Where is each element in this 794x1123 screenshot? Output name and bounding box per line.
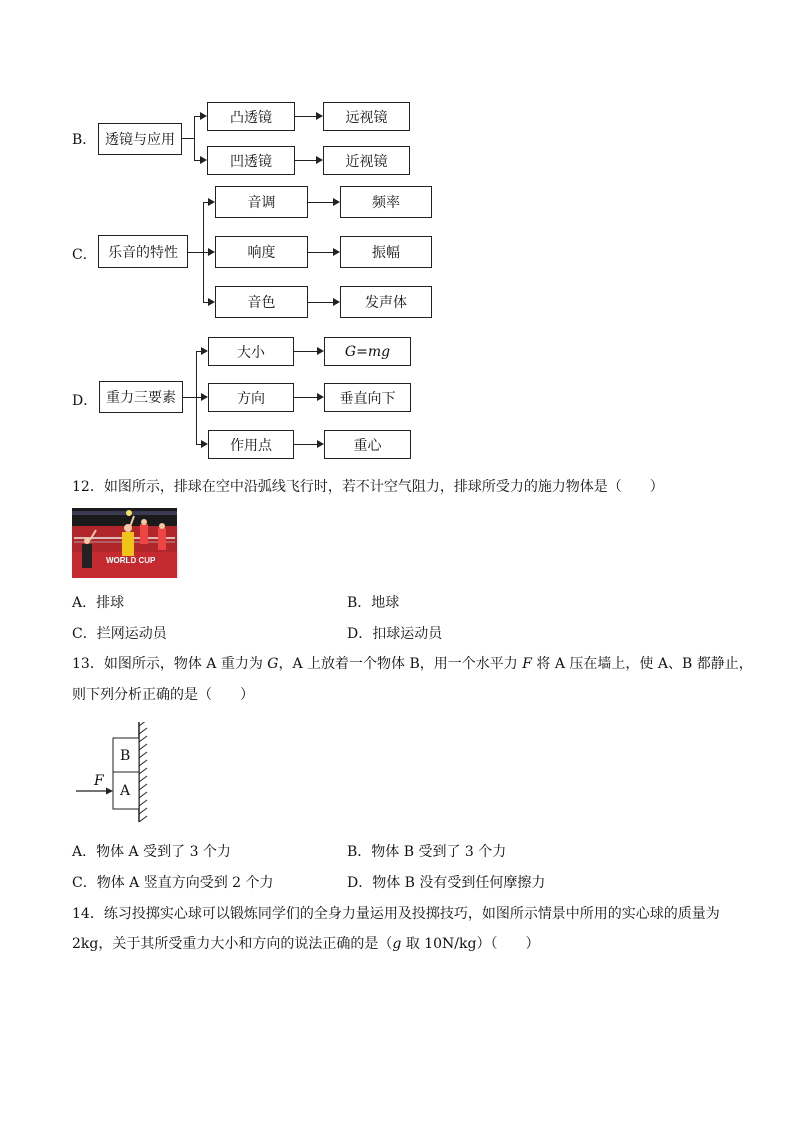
arrow-icon: [208, 298, 215, 306]
arrow-icon: [317, 393, 324, 401]
option-b-root-box: 透镜与应用: [98, 123, 182, 155]
arrow-icon: [317, 440, 324, 448]
connector: [188, 252, 203, 253]
arrow-icon: [201, 393, 208, 401]
force-label: F: [94, 773, 104, 789]
connector: [294, 351, 317, 352]
arrow-icon: [200, 112, 207, 120]
photo-banner-text: WORLD CUP: [106, 556, 156, 565]
option-d-item-box: 作用点: [208, 430, 294, 459]
connector: [194, 116, 195, 160]
option-c-item-box: 音调: [215, 186, 308, 218]
option-c-item-box: 响度: [215, 236, 308, 268]
connector: [308, 252, 333, 253]
volleyball-photo: [72, 508, 177, 578]
option-b-item-box: 凹透镜: [207, 146, 295, 175]
block-a-label: A: [120, 783, 131, 799]
question-13-line-1: 13．如图所示，物体 A 重力为 G，A 上放着一个物体 B，用一个水平力 F 将 A 压在墙上，使 A、B 都静止，: [72, 656, 753, 672]
option-c-root-box: 乐音的特性: [98, 235, 188, 268]
question-12-option-d[interactable]: D．扣球运动员: [347, 626, 443, 642]
arrow-icon: [201, 347, 208, 355]
option-d-result-box: G=mg: [324, 337, 411, 366]
arrow-icon: [200, 156, 207, 164]
connector: [308, 202, 333, 203]
arrow-icon: [201, 440, 208, 448]
question-12-option-c[interactable]: C．拦网运动员: [72, 626, 167, 642]
block-b-label: B: [120, 748, 131, 764]
option-b-result-box: 远视镜: [323, 102, 410, 131]
question-12-option-b[interactable]: B．地球: [347, 595, 400, 611]
arrow-icon: [333, 298, 340, 306]
option-d-letter: D．: [72, 393, 98, 409]
arrow-icon: [333, 248, 340, 256]
question-13-option-d[interactable]: D．物体 B 没有受到任何摩擦力: [347, 875, 546, 891]
question-13-option-b[interactable]: B．物体 B 受到了 3 个力: [347, 844, 507, 860]
option-d-result-box: 垂直向下: [324, 383, 411, 412]
connector: [294, 444, 317, 445]
option-d-item-box: 大小: [208, 337, 294, 366]
question-12-option-a[interactable]: A．排球: [72, 595, 125, 611]
option-c-item-box: 音色: [215, 286, 308, 318]
option-b-result-box: 近视镜: [323, 146, 410, 175]
connector: [295, 160, 316, 161]
question-13-option-c[interactable]: C．物体 A 竖直方向受到 2 个力: [72, 875, 274, 891]
question-14-line-1: 14．练习投掷实心球可以锻炼同学们的全身力量运用及投掷技巧，如图所示情景中所用的实心球的质量为: [72, 906, 720, 922]
arrow-icon: [208, 248, 215, 256]
option-c-result-box: 振幅: [340, 236, 432, 268]
option-d-item-box: 方向: [208, 383, 294, 412]
option-d-result-box: 重心: [324, 430, 411, 459]
question-14-line-2: 2kg，关于其所受重力大小和方向的说法正确的是（g 取 10N/kg）（ ）: [72, 936, 540, 952]
option-c-result-box: 发声体: [340, 286, 432, 318]
arrow-icon: [316, 112, 323, 120]
arrow-icon: [333, 198, 340, 206]
option-c-letter: C．: [72, 247, 97, 263]
connector: [308, 302, 333, 303]
arrow-icon: [316, 156, 323, 164]
option-b-item-box: 凸透镜: [207, 102, 295, 131]
question-12-text: 12．如图所示，排球在空中沿弧线飞行时，若不计空气阻力，排球所受力的施力物体是（ ）: [72, 479, 664, 495]
question-13-option-a[interactable]: A．物体 A 受到了 3 个力: [72, 844, 231, 860]
force-diagram: [72, 722, 162, 822]
option-b-letter: B．: [72, 132, 97, 148]
connector: [183, 397, 196, 398]
connector: [182, 138, 194, 139]
connector: [294, 397, 317, 398]
option-c-result-box: 频率: [340, 186, 432, 218]
option-d-root-box: 重力三要素: [99, 381, 183, 413]
arrow-icon: [208, 198, 215, 206]
question-13-line-2: 则下列分析正确的是（ ）: [72, 687, 254, 703]
arrow-icon: [317, 347, 324, 355]
connector: [295, 116, 316, 117]
